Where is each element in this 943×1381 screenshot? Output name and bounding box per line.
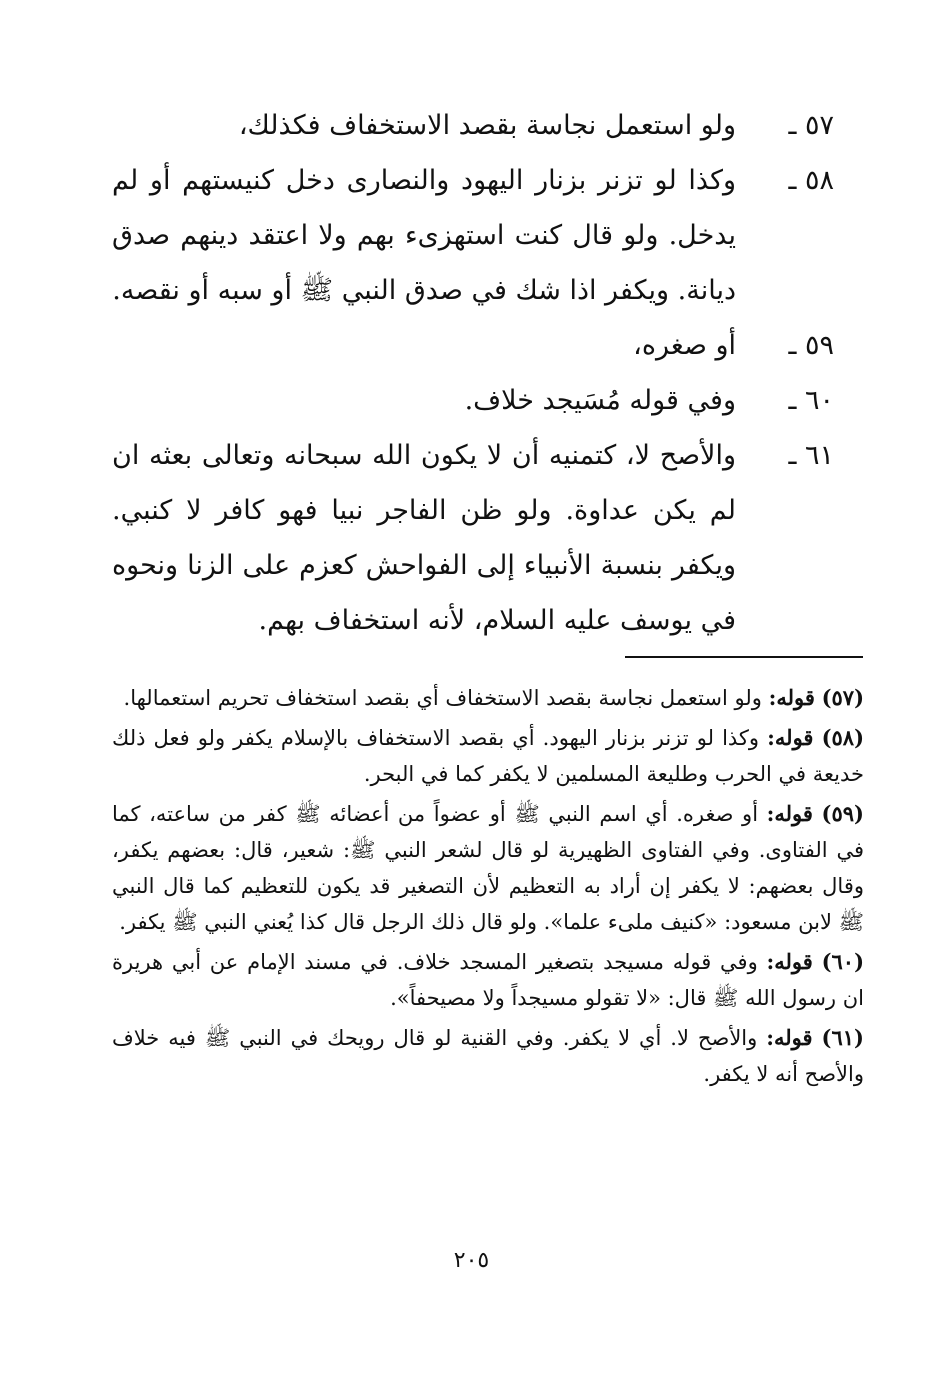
footnote-number: (٥٧) [821, 685, 864, 710]
main-entry [112, 98, 834, 153]
footnote-number: (٥٨) [821, 725, 864, 750]
footnote [112, 720, 864, 792]
footnote [112, 1020, 864, 1092]
main-entry [112, 318, 834, 373]
entry-text: والأصح لا، كتمنيه أن لا يكون الله سبحانه وتعالى بعثه ان لم يكن عداوة. ولو ظن الفاجر نبيا فهو كافر لا كنبي. ويكفر بنسبة الأنبياء إلى الفواحش كعزم على الزنا ونحوه في يوسف عليه السلام، لأنه استخفاف بهم. [112, 440, 736, 636]
entry-text: ولو استعمل نجاسة بقصد الاستخفاف فكذلك، [238, 110, 736, 141]
footnote-keyword: قوله: [768, 685, 815, 710]
footnote-text: وكذا لو تزنر بزنار اليهود. أي بقصد الاستخفاف بالإسلام يكفر ولو فعل ذلك خديعة في الحرب وطليعة المسلمين لا يكفر كما في البحر. [112, 726, 864, 786]
footnote-text: ولو استعمل نجاسة بقصد الاستخفاف أي بقصد استخفاف تحريم استعمالها. [123, 686, 762, 710]
footnote [112, 944, 864, 1016]
main-entry [112, 428, 834, 648]
main-text [112, 98, 834, 648]
entry-text: وفي قوله مُسَيجد خلاف. [464, 385, 736, 416]
entry-number: ٦٠ ـ [788, 385, 834, 416]
footnote-number: (٥٩) [821, 801, 864, 826]
footnotes [112, 680, 864, 1096]
footnote-keyword: قوله: [767, 725, 814, 750]
footnote-keyword: قوله: [766, 1025, 813, 1050]
footnote-keyword: قوله: [766, 801, 813, 826]
footnote [112, 680, 864, 716]
entry-text: وكذا لو تزنر بزنار اليهود والنصارى دخل كنيستهم أو لم يدخل. ولو قال كنت استهزىء بهم ولا اعتقد دينهم صدق ديانة. ويكفر اذا شك في صدق النبي ﷺ أو سبه أو نقصه. [112, 165, 736, 306]
footnote-separator [625, 656, 863, 658]
footnote-text: أو صغره. أي اسم النبي ﷺ أو عضواً من أعضائه ﷺ كفر من ساعته، كما في الفتاوى. وفي الفتاوى الظهيرية لو قال لشعر النبي ﷺ: شعير، قال: بعضهم يكفر، وقال بعضهم: لا يكفر إن أراد به التعظيم لأن التصغير قد يكون للتعظيم كما قال النبي ﷺ لابن مسعود: «كنيف ملىء علما». ولو قال ذلك الرجل قال كذا يُعني النبي ﷺ يكفر. [112, 802, 864, 934]
entry-text: أو صغره، [633, 330, 736, 361]
main-entry [112, 153, 834, 318]
footnote [112, 796, 864, 940]
footnote-text: وفي قوله مسيجد بتصغير المسجد خلاف. في مسند الإمام عن أبي هريرة ان رسول الله ﷺ قال: «لا تقولو مسيجداً ولا مصيحفاً». [112, 950, 864, 1010]
footnote-number: (٦٠) [821, 949, 864, 974]
entry-number: ٦١ ـ [788, 440, 834, 471]
entry-number: ٥٩ ـ [788, 330, 834, 361]
main-entry [112, 373, 834, 428]
entry-number: ٥٨ ـ [788, 165, 834, 196]
footnote-text: والأصح لا. أي لا يكفر. وفي القنية لو قال رويحك في النبي ﷺ فيه خلاف والأصح أنه لا يكفر. [112, 1026, 864, 1086]
footnote-keyword: قوله: [766, 949, 813, 974]
page-number: ٢٠٥ [453, 1248, 490, 1273]
footnote-number: (٦١) [821, 1025, 864, 1050]
entry-number: ٥٧ ـ [788, 110, 834, 141]
